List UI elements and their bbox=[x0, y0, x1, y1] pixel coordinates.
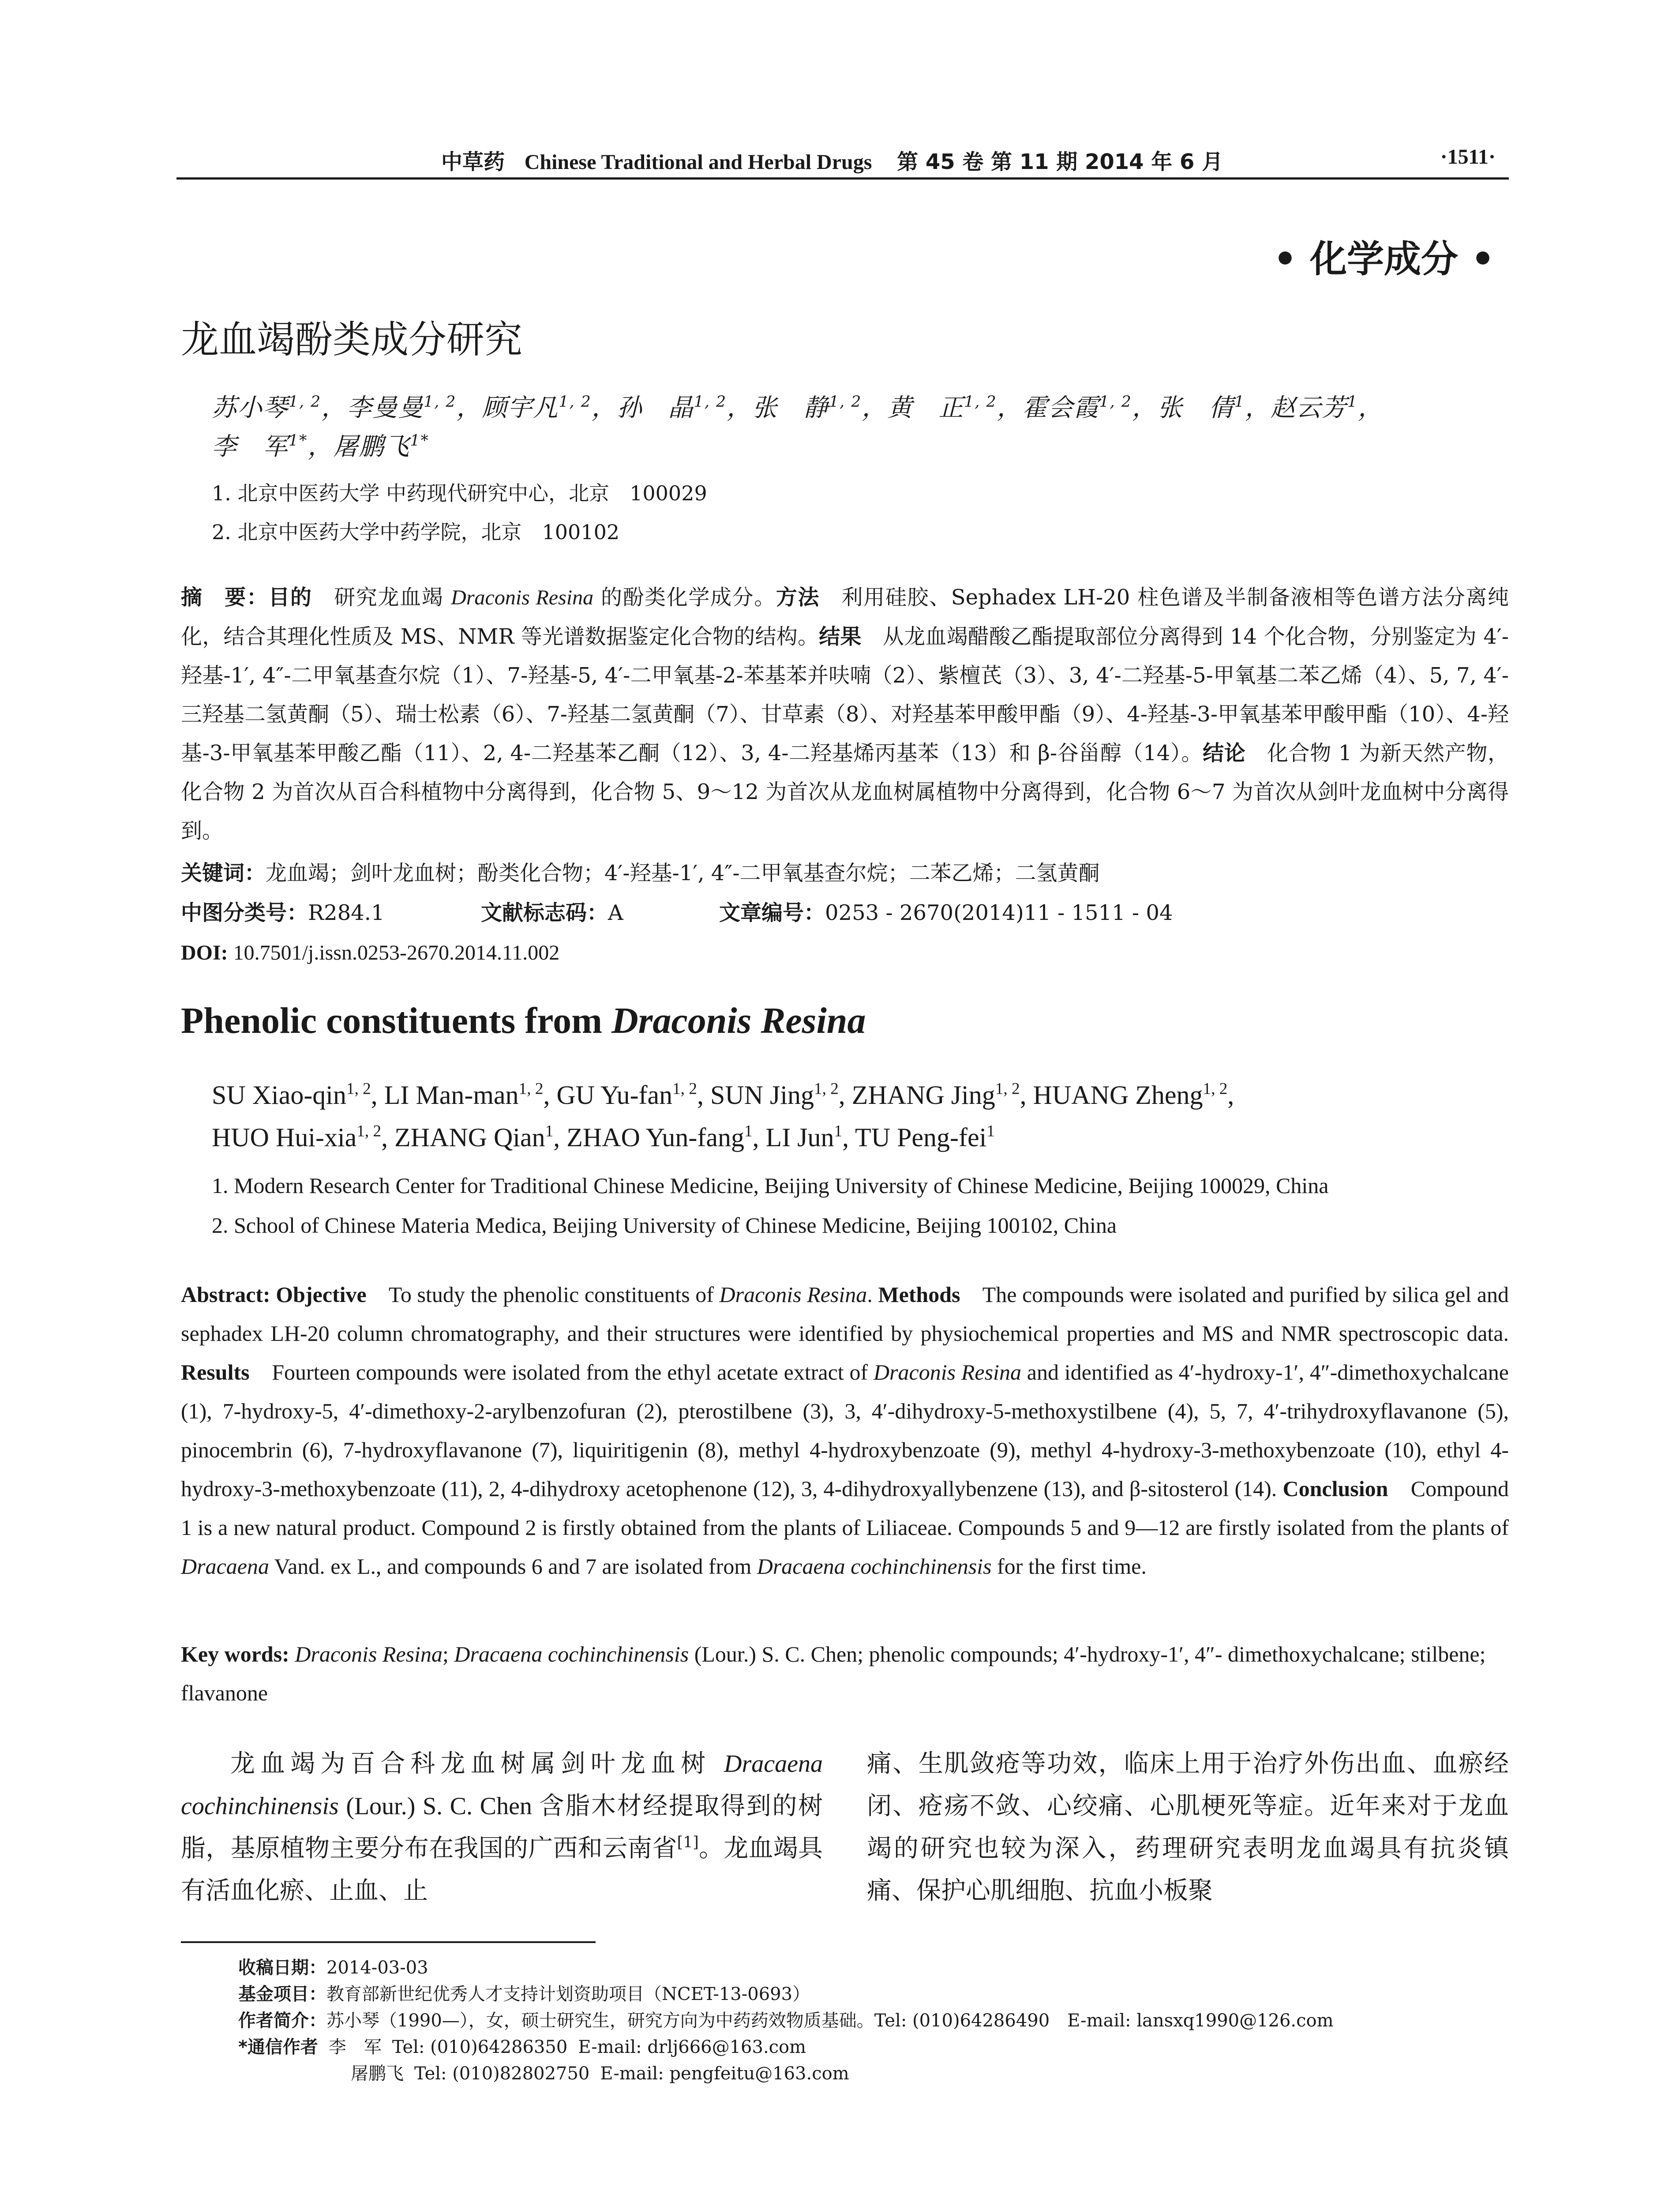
author-separator: ， bbox=[862, 394, 888, 422]
fund-text: 教育部新世纪优秀人才支持计划资助项目（NCET-13-0693） bbox=[326, 1984, 810, 2004]
author-name: HUANG Zheng bbox=[1033, 1080, 1203, 1110]
journal-name-en: Chinese Traditional and Herbal Drugs bbox=[524, 150, 872, 174]
doi-line bbox=[181, 933, 1509, 972]
classification-line bbox=[181, 893, 1509, 932]
header-rule bbox=[176, 177, 1509, 180]
doi-value[interactable]: 10.7501/j.issn.0253-2670.2014.11.002 bbox=[228, 941, 560, 964]
footnote-fund bbox=[238, 1980, 810, 2005]
title-en-italic: Draconis Resina bbox=[611, 1000, 866, 1041]
footnote-corresponding-2 bbox=[351, 2060, 849, 2085]
corr2-tel: Tel: (010)82802750 bbox=[414, 2063, 590, 2084]
results-en-b: and identified as 4′-hydroxy-1′, 4″-dimethoxychalcane (1), 7-hydroxy-5, 4′-dimethoxy-2-arylbenzofuran (2), pterostilbene (3), 3, 4′-dihydroxy-5-methoxystilbene (4), 5, 7, 4′-trihydroxyflavanone (5), pinocembrin (6), 7-hydroxyflavanone (7), liquiritigenin (8), methyl 4-hydroxybenzoate (9), methyl 4-hydroxy-3-methoxybenzoate (10), ethyl 4-hydroxy-3-methoxybenzoate (11), 2, 4-dihydroxy acetophenone (12), 3, 4-dihydroxyallybenzene (13), and β-sitosterol (14). bbox=[181, 1360, 1509, 1501]
corresponding-label: *通信作者 bbox=[238, 2037, 318, 2057]
affiliation-cn-1: 1. 北京中医药大学 中药现代研究中心，北京 100029 bbox=[212, 481, 707, 505]
authors-en-line1 bbox=[212, 1080, 1234, 1111]
author-affiliation-marker: 1, 2 bbox=[964, 393, 997, 411]
author bbox=[852, 1080, 1020, 1110]
author bbox=[710, 1080, 839, 1110]
affiliation-cn-2: 2. 北京中医药大学中药学院，北京 100102 bbox=[212, 520, 620, 544]
running-header bbox=[176, 140, 1509, 176]
article-no-value: 0253 - 2670(2014)11 - 1511 - 04 bbox=[825, 900, 1173, 925]
author-name: ZHANG Jing bbox=[851, 1080, 995, 1110]
author-affiliation-marker: 1, 2 bbox=[518, 1080, 544, 1098]
author-name: HUO Hui-xia bbox=[212, 1123, 357, 1152]
author-affiliation-marker: 1 bbox=[834, 1122, 843, 1141]
author bbox=[887, 394, 997, 422]
body-column-right: 痛、生肌敛疮等功效，临床上用于治疗外伤出血、血瘀经闭、疮疡不敛、心绞痛、心肌梗死等症。近年来对于龙血竭的研究也较为深入，药理研究表明龙血竭具有抗炎镇痛、保护心肌细胞、抗血小板聚 bbox=[867, 1749, 1509, 1905]
author bbox=[1023, 394, 1132, 422]
keywords-en-rest: (Lour.) S. C. Chen; phenolic compounds; 4′-hydroxy-1′, 4″- dimethoxychalcane; stilbene; flavanone bbox=[181, 1642, 1486, 1705]
keywords-en-sep: ; bbox=[442, 1642, 454, 1666]
author-affiliation-marker: 1, 2 bbox=[356, 1122, 382, 1141]
author-separator: ， bbox=[1132, 394, 1158, 422]
author bbox=[855, 1123, 995, 1152]
author-separator: ， bbox=[591, 394, 617, 422]
footnote-corresponding-1 bbox=[238, 2033, 806, 2058]
objective-cn-b: 的酚类化学成分。 bbox=[593, 585, 776, 610]
author-label: 作者简介： bbox=[238, 2011, 326, 2031]
author-affiliation-marker: 1, 2 bbox=[1203, 1080, 1228, 1098]
author-separator: , bbox=[1227, 1080, 1234, 1110]
author bbox=[752, 394, 862, 422]
author-name: GU Yu-fan bbox=[556, 1080, 673, 1110]
author-separator: , bbox=[543, 1080, 557, 1110]
author bbox=[212, 432, 308, 461]
author-separator: ， bbox=[321, 394, 347, 422]
author-affiliation-marker: 1 bbox=[744, 1122, 753, 1141]
reference-marker[interactable]: [1] bbox=[677, 1834, 699, 1852]
document-code bbox=[481, 893, 623, 932]
methods-label-en: Methods bbox=[878, 1282, 960, 1307]
author-affiliation-marker: 1, 2 bbox=[672, 1080, 697, 1098]
conclusion-cn: 化合物 1 为新天然产物，化合物 2 为首次从百合科植物中分离得到，化合物 5、9～12 为首次从龙血树属植物中分离得到，化合物 6～7 为首次从剑叶龙血树中分离得到。 bbox=[181, 741, 1509, 843]
author-separator: ， bbox=[308, 432, 334, 461]
corr1-tel: Tel: (010)64286350 bbox=[392, 2037, 568, 2057]
title-en-text: Phenolic constituents from bbox=[181, 1000, 612, 1041]
author bbox=[212, 1080, 371, 1110]
footnote-rule bbox=[181, 1941, 596, 1943]
body-left-a: 龙血竭为百合科龙血树属剑叶龙血树 bbox=[230, 1749, 724, 1778]
keywords-en-label: Key words: bbox=[181, 1642, 289, 1666]
author-separator: ， bbox=[456, 394, 482, 422]
journal-info bbox=[441, 145, 1223, 175]
conclusion-en-italic2: Dracaena cochinchinensis bbox=[757, 1554, 992, 1579]
title-cn: 龙血竭酚类成分研究 bbox=[181, 318, 522, 362]
author-affiliation-marker: 1, 2 bbox=[424, 393, 457, 411]
abstract-cn-label: 摘 要： bbox=[181, 585, 269, 610]
author-affiliation-marker: 1, 2 bbox=[814, 1080, 839, 1098]
author-separator: ， bbox=[1245, 394, 1271, 422]
author-name: 苏小琴 bbox=[212, 394, 289, 422]
author bbox=[617, 394, 727, 422]
title-en bbox=[181, 999, 866, 1042]
author bbox=[212, 394, 321, 422]
fund-label: 基金项目： bbox=[238, 1984, 326, 2004]
conclusion-label-en: Conclusion bbox=[1282, 1476, 1388, 1501]
author-separator: ， bbox=[1358, 394, 1384, 422]
author-name: ZHANG Qian bbox=[394, 1123, 545, 1152]
author bbox=[556, 1080, 697, 1110]
keywords-en-italic2: Dracaena cochinchinensis bbox=[454, 1642, 689, 1666]
corr2-email[interactable]: E-mail: pengfeitu@163.com bbox=[600, 2063, 849, 2084]
article-no-label: 文章编号： bbox=[719, 900, 825, 925]
author-affiliation-marker: 1, 2 bbox=[829, 393, 862, 411]
conclusion-en-b: Vand. ex L., and compounds 6 and 7 are isolated from bbox=[269, 1554, 757, 1579]
author-affiliation-marker: 1* bbox=[410, 432, 429, 450]
author-name: ZHAO Yun-fang bbox=[566, 1123, 744, 1152]
keywords-cn-label: 关键词： bbox=[181, 861, 266, 885]
results-en-italic: Draconis Resina bbox=[873, 1360, 1021, 1384]
abstract-en bbox=[181, 1275, 1509, 1586]
doi-label: DOI: bbox=[181, 941, 228, 964]
author-affiliation-marker: 1, 2 bbox=[1099, 393, 1132, 411]
author-separator: , bbox=[1020, 1080, 1033, 1110]
author-affiliation-marker: 1* bbox=[289, 432, 308, 450]
author-separator: ， bbox=[727, 394, 753, 422]
author bbox=[1271, 394, 1358, 422]
author-name: 李 军 bbox=[212, 432, 289, 461]
author-name: LI Man-man bbox=[384, 1080, 519, 1110]
section-tag: • 化学成分 • bbox=[1273, 237, 1495, 281]
author-name: 赵云芳 bbox=[1270, 394, 1347, 422]
author-name: SUN Jing bbox=[710, 1080, 814, 1110]
keywords-cn bbox=[181, 854, 1509, 893]
body-left-c: 。龙血竭具有活血化瘀、止血、止 bbox=[181, 1834, 823, 1905]
footnote-received bbox=[238, 1954, 428, 1979]
author-affiliation-marker: 1 bbox=[1234, 393, 1245, 411]
author-name: LI Jun bbox=[765, 1123, 834, 1152]
author-separator: , bbox=[838, 1080, 852, 1110]
methods-en: The compounds were isolated and purified by silica gel and sephadex LH-20 column chromatography, and their structures were identified by physiochemical properties and MS and NMR spectroscopic data. bbox=[181, 1282, 1509, 1346]
corr1-name: 李 军 bbox=[328, 2037, 382, 2057]
author bbox=[347, 394, 456, 422]
author bbox=[384, 1080, 544, 1110]
author-text: 苏小琴（1990—），女，硕士研究生，研究方向为中药药效物质基础。Tel: (010)64286490 E-mail: lansxq1990@126.com bbox=[326, 2011, 1334, 2031]
authors-cn-line1 bbox=[212, 388, 1504, 424]
author bbox=[1158, 394, 1245, 422]
page-number: ·1511· bbox=[1440, 145, 1496, 169]
author-affiliation-marker: 1 bbox=[1347, 393, 1358, 411]
clc-label: 中图分类号： bbox=[181, 900, 308, 925]
conclusion-en-a: Compound 1 is a new natural product. Compound 2 is firstly obtained from the plants of Liliaceae. Compounds 5 and 9—12 are firstly isolated from the plants of bbox=[181, 1476, 1509, 1540]
author-separator: ， bbox=[997, 394, 1023, 422]
author-affiliation-marker: 1 bbox=[545, 1122, 554, 1141]
affiliation-en-2: 2. School of Chinese Materia Medica, Beijing University of Chinese Medicine, Beijing 100102, China bbox=[212, 1213, 1117, 1238]
abstract-cn bbox=[181, 578, 1509, 843]
author-name: 张 静 bbox=[752, 394, 829, 422]
journal-name-cn: 中草药 bbox=[441, 150, 505, 174]
issue-info: 第 45 卷 第 11 期 2014 年 6 月 bbox=[897, 150, 1223, 174]
affiliation-en-1: 1. Modern Research Center for Traditional Chinese Medicine, Beijing University of Chinese Medicine, Beijing 100029, China bbox=[212, 1173, 1329, 1198]
conclusion-en-c: for the first time. bbox=[991, 1554, 1147, 1579]
keywords-en-italic1: Draconis Resina bbox=[289, 1642, 443, 1666]
doc-code-label: 文献标志码： bbox=[481, 900, 608, 925]
body-left-italic: Dracaena cochinchinensis bbox=[181, 1750, 823, 1820]
author-affiliation-marker: 1, 2 bbox=[694, 393, 727, 411]
conclusion-label-cn: 结论 bbox=[1203, 741, 1246, 765]
author-name: 屠鹏飞 bbox=[333, 432, 410, 461]
body-left-b: (Lour.) S. C. Chen 含脂木材经提取得到的树脂，基原植物主要分布在我国的广西和云南省 bbox=[181, 1793, 823, 1862]
author-name: TU Peng-fei bbox=[855, 1123, 987, 1152]
corr1-email[interactable]: E-mail: drlj666@163.com bbox=[578, 2037, 806, 2057]
keywords-cn-text: 龙血竭；剑叶龙血树；酚类化合物；4′-羟基-1′, 4″-二甲氧基查尔烷；二苯乙烯；二氢黄酮 bbox=[266, 861, 1100, 885]
author-name: 李曼曼 bbox=[347, 394, 424, 422]
author-name: 孙 晶 bbox=[617, 394, 694, 422]
author-affiliation-marker: 1, 2 bbox=[289, 393, 322, 411]
objective-cn-a: 研究龙血竭 bbox=[312, 585, 451, 610]
author bbox=[212, 1123, 381, 1152]
article-number bbox=[719, 893, 1173, 932]
methods-label-cn: 方法 bbox=[776, 585, 820, 610]
objective-en-italic: Draconis Resina bbox=[719, 1282, 867, 1307]
author-name: 黄 正 bbox=[887, 394, 964, 422]
author-affiliation-marker: 1, 2 bbox=[995, 1080, 1020, 1098]
author-name: 顾宇凡 bbox=[482, 394, 559, 422]
results-label-en: Results bbox=[181, 1360, 250, 1384]
author bbox=[394, 1123, 553, 1152]
clc-value: R284.1 bbox=[308, 900, 385, 925]
author-separator: , bbox=[697, 1080, 710, 1110]
results-label-cn: 结果 bbox=[819, 624, 862, 649]
body-column-left bbox=[181, 1743, 823, 1912]
received-date: 2014-03-03 bbox=[326, 1958, 428, 1978]
authors-en-line2 bbox=[212, 1122, 995, 1153]
author-separator: , bbox=[381, 1123, 395, 1152]
author-name: 张 倩 bbox=[1157, 394, 1234, 422]
corr2-name: 屠鹏飞 bbox=[351, 2063, 404, 2084]
results-cn: 从龙血竭醋酸乙酯提取部位分离得到 14 个化合物，分别鉴定为 4′-羟基-1′, 4″-二甲氧基查尔烷（1）、7-羟基-5, 4′-二甲氧基-2-苯基苯并呋喃（2）、紫檀芪（3）、3, 4′-二羟基-5-甲氧基二苯乙烯（4）、5, 7, 4′-三羟基二氢黄酮（5）、瑞士松素（6）、7-羟基二氢黄酮（7）、甘草素（8）、对羟基苯甲酸甲酯（9）、4-羟基-3-甲氧基苯甲酸甲酯（10）、4-羟基-3-甲氧基苯甲酸乙酯（11）、2, 4-二羟基苯乙酮（12）、3, 4-二羟基烯丙基苯（13）和 β-谷甾醇（14）。 bbox=[181, 624, 1509, 765]
received-label: 收稿日期： bbox=[238, 1958, 326, 1978]
objective-en-b: . bbox=[867, 1282, 878, 1307]
objective-cn-italic: Draconis Resina bbox=[451, 586, 594, 609]
author bbox=[566, 1123, 752, 1152]
author bbox=[333, 432, 429, 461]
doc-code-value: A bbox=[608, 900, 623, 925]
author-separator: , bbox=[752, 1123, 766, 1152]
author-separator: , bbox=[553, 1123, 567, 1152]
keywords-en bbox=[181, 1635, 1509, 1712]
author bbox=[482, 394, 592, 422]
author-separator: , bbox=[842, 1123, 855, 1152]
methods-cn: 利用硅胶、Sephadex LH-20 柱色谱及半制备液相等色谱方法分离纯化，结合其理化性质及 MS、NMR 等光谱数据鉴定化合物的结构。 bbox=[181, 585, 1509, 649]
author-name: 霍会霞 bbox=[1022, 394, 1099, 422]
abstract-en-label: Abstract: Objective bbox=[181, 1282, 367, 1307]
objective-label-cn: 目的 bbox=[268, 585, 312, 610]
objective-en-a: To study the phenolic constituents of bbox=[366, 1282, 720, 1307]
footnote-author bbox=[238, 2007, 1334, 2032]
author-affiliation-marker: 1, 2 bbox=[559, 393, 592, 411]
authors-cn-line2 bbox=[212, 427, 429, 462]
author-name: SU Xiao-qin bbox=[212, 1080, 346, 1110]
conclusion-en-italic1: Dracaena bbox=[181, 1554, 269, 1579]
author-affiliation-marker: 1 bbox=[986, 1122, 995, 1141]
results-en-a: Fourteen compounds were isolated from the ethyl acetate extract of bbox=[249, 1360, 874, 1384]
clc-number bbox=[181, 893, 385, 932]
author-affiliation-marker: 1, 2 bbox=[346, 1080, 371, 1098]
author bbox=[1033, 1080, 1228, 1110]
author bbox=[766, 1123, 843, 1152]
author-separator: , bbox=[371, 1080, 384, 1110]
